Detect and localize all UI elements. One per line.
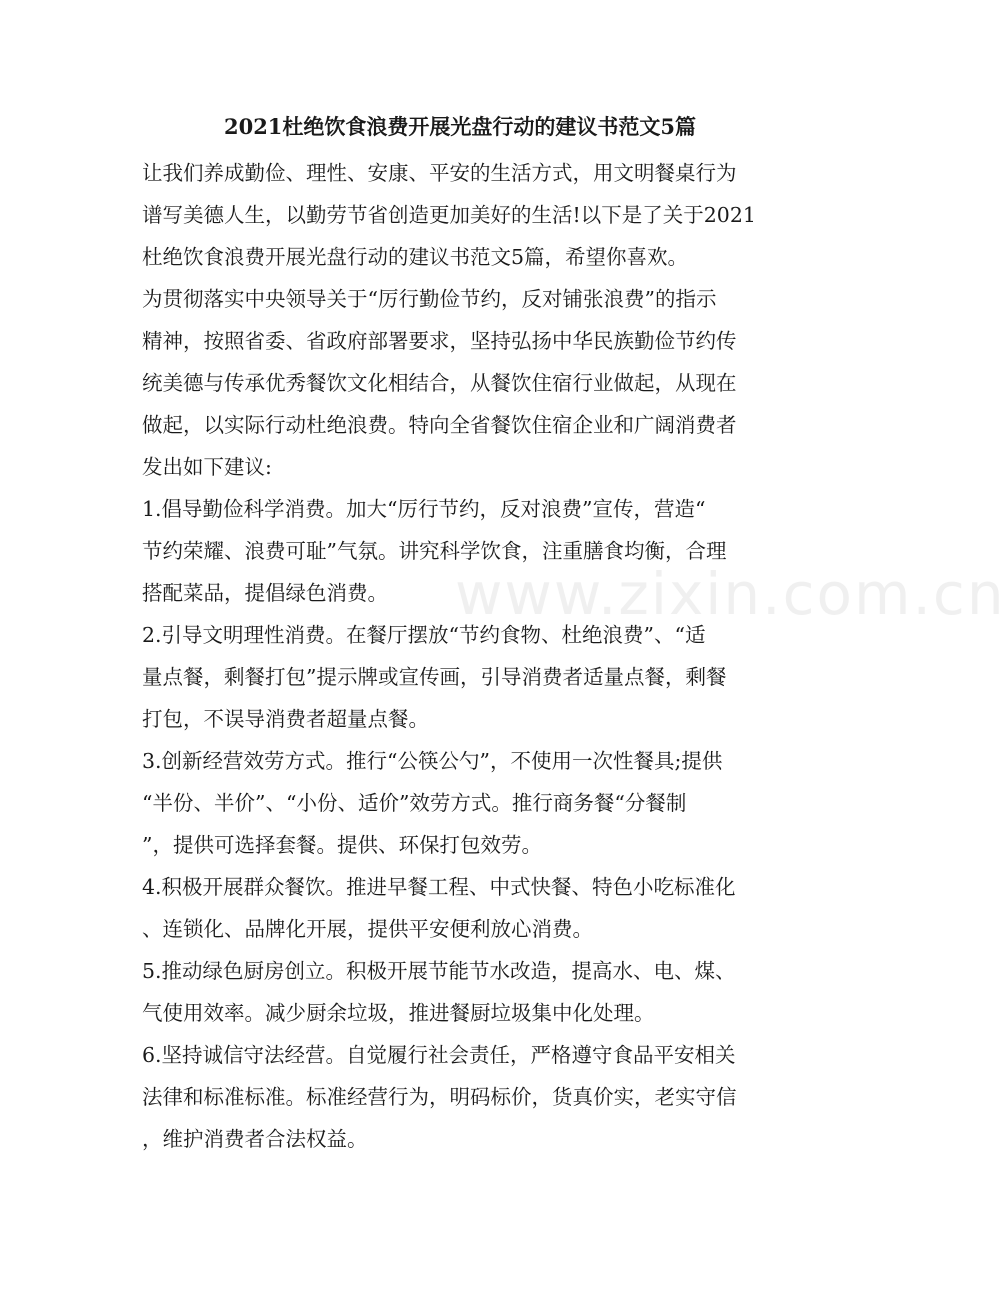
text-line: ”，提供可选择套餐。提供、环保打包效劳。 <box>142 833 542 857</box>
text-line: 精神，按照省委、省政府部署要求，坚持弘扬中华民族勤俭节约传 <box>142 329 737 353</box>
document-title: 2021杜绝饮食浪费开展光盘行动的建议书范文5篇 <box>223 114 697 139</box>
text-line: 量点餐，剩餐打包”提示牌或宣传画，引导消费者适量点餐，剩餐 <box>142 665 727 689</box>
text-line: 节约荣耀、浪费可耻”气氛。讲究科学饮食，注重膳食均衡，合理 <box>142 539 727 563</box>
text-line: 4.积极开展群众餐饮。推进早餐工程、中式快餐、特色小吃标准化 <box>142 875 736 899</box>
text-line: 让我们养成勤俭、理性、安康、平安的生活方式，用文明餐桌行为 <box>142 161 737 185</box>
text-line: 气使用效率。减少厨余垃圾，推进餐厨垃圾集中化处理。 <box>142 1001 655 1025</box>
text-line: 统美德与传承优秀餐饮文化相结合，从餐饮住宿行业做起，从现在 <box>142 371 737 395</box>
text-line: 杜绝饮食浪费开展光盘行动的建议书范文5篇，希望你喜欢。 <box>142 245 689 269</box>
text-line: ，维护消费者合法权益。 <box>142 1127 368 1151</box>
text-line: 1.倡导勤俭科学消费。加大“厉行节约，反对浪费”宣传，营造“ <box>142 497 706 521</box>
watermark: www.zixin.com.cn <box>455 560 1006 628</box>
text-line: 打包，不误导消费者超量点餐。 <box>142 707 429 731</box>
text-line: 谱写美德人生，以勤劳节省创造更加美好的生活!以下是了关于2021 <box>142 203 756 227</box>
text-line: 搭配菜品，提倡绿色消费。 <box>142 581 388 605</box>
text-line: 法律和标准标准。标准经营行为，明码标价，货真价实，老实守信 <box>142 1085 737 1109</box>
text-line: 2.引导文明理性消费。在餐厅摆放“节约食物、杜绝浪费”、“适 <box>142 623 706 647</box>
text-line: 、连锁化、品牌化开展，提供平安便利放心消费。 <box>142 917 593 941</box>
text-line: “半份、半价”、“小份、适价”效劳方式。推行商务餐“分餐制 <box>142 791 687 815</box>
text-line: 6.坚持诚信守法经营。自觉履行社会责任，严格遵守食品平安相关 <box>142 1043 736 1067</box>
text-line: 为贯彻落实中央领导关于“厉行勤俭节约，反对铺张浪费”的指示 <box>142 287 717 311</box>
text-line: 做起，以实际行动杜绝浪费。特向全省餐饮住宿企业和广阔消费者 <box>142 413 737 437</box>
text-line: 发出如下建议: <box>142 455 272 479</box>
text-line: 3.创新经营效劳方式。推行“公筷公勺”，不使用一次性餐具;提供 <box>142 749 723 773</box>
text-line: 5.推动绿色厨房创立。积极开展节能节水改造，提高水、电、煤、 <box>142 959 736 983</box>
